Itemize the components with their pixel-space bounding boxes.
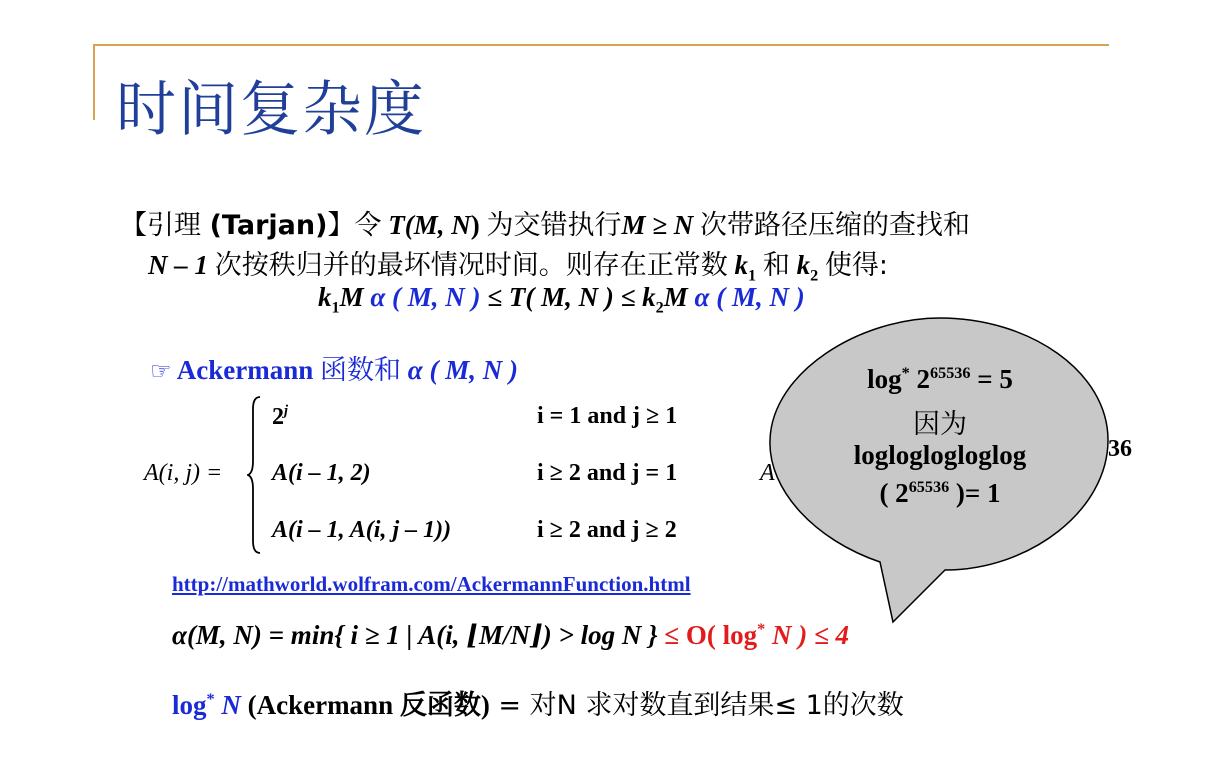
lemma-text1: 为交错执行 <box>486 210 622 241</box>
lemma-prefix: 【引理 <box>120 210 210 241</box>
lemma-MgeN: M ≥ N <box>621 210 694 240</box>
lemma-T: T( <box>388 210 414 240</box>
pointing-hand-icon: ☞ <box>150 359 172 385</box>
ackermann-reference-link[interactable]: http://mathworld.wolfram.com/AckermannFunction.html <box>172 572 691 596</box>
callout-eq: = 5 <box>970 364 1013 394</box>
callout-line-2: 因为 <box>913 409 967 440</box>
case-2-cond: i ≥ 2 and j = 1 <box>537 460 678 486</box>
callout-line-3: logloglogloglog <box>853 440 1027 470</box>
case-1-cond: i = 1 and j ≥ 1 <box>537 403 678 429</box>
bound-alpha-1: α ( M, N ) <box>370 282 481 312</box>
lemma-name: (Tarjan) <box>209 210 328 241</box>
logstar-paren: (Ackermann 反函数) <box>247 690 490 720</box>
alpha-def-body: (M, N) = min{ i ≥ 1 | A(i, ⌊M/N⌋) > log N } <box>186 620 658 650</box>
lemma-k1-sub: 1 <box>748 266 757 285</box>
lemma-and: 和 <box>762 250 790 281</box>
lemma-k2: k <box>796 250 811 280</box>
callout-paren-close: )= 1 <box>949 478 1001 508</box>
logstar-rest: = 对N 求对数直到结果≤ 1的次数 <box>489 690 904 721</box>
lemma-suffix: 】令 <box>327 210 382 241</box>
hidden-text-left: A <box>760 460 775 486</box>
alpha-ub-part: ≤ O( log <box>664 620 758 650</box>
bound-k2: k <box>642 282 656 312</box>
logstar-definition <box>172 683 904 722</box>
callout-exp-2: 65536 <box>908 478 950 496</box>
callout-line-4 <box>790 478 1090 509</box>
bound-M2: M <box>663 282 688 312</box>
lemma-N-minus-1: N – 1 <box>148 250 208 280</box>
case-3-expr: A(i – 1, A(i, j – 1)) <box>272 517 452 543</box>
ackermann-label: Ackermann <box>176 355 314 385</box>
lemma-text4: 使得: <box>824 250 889 281</box>
lemma-k2-sub: 2 <box>810 266 819 285</box>
alpha-definition <box>172 620 849 651</box>
case-3-cond: i ≥ 2 and j ≥ 2 <box>537 517 677 543</box>
callout-two: 2 <box>909 364 930 394</box>
logstar-star: * <box>206 690 215 708</box>
callout-exp: 65536 <box>930 364 971 382</box>
slide-title: 时间复杂度 <box>116 75 426 145</box>
lemma-text2: 次带路径压缩的查找和 <box>700 210 971 241</box>
ackermann-alpha: α ( M, N ) <box>407 355 518 385</box>
lemma-MN: M, N <box>413 210 471 240</box>
callout-log: log <box>867 364 902 394</box>
bound-M: M <box>339 282 364 312</box>
callout-line-1 <box>790 364 1090 395</box>
alpha-symbol: α <box>172 620 187 650</box>
case-1-base: 2 <box>272 404 284 430</box>
logstar-N: N <box>221 690 241 720</box>
piecewise-lhs: A(i, j) = <box>144 460 223 486</box>
bound-k2-sub: 2 <box>655 298 664 317</box>
lemma-close: ) <box>470 210 480 240</box>
ackermann-text: 函数和 <box>320 355 402 386</box>
bound-k1: k <box>318 282 332 312</box>
alpha-ub-star: * <box>757 620 766 638</box>
case-1-sup: j <box>284 403 288 419</box>
logstar-log: log <box>172 690 207 720</box>
alpha-ub-rest: N ) ≤ 4 <box>772 620 850 650</box>
case-2-expr: A(i – 1, 2) <box>272 460 371 486</box>
callout-star: * <box>901 364 910 382</box>
lemma-text3: 次按秩归并的最坏情况时间。则存在正常数 <box>214 250 728 281</box>
bound-middle: ≤ T( M, N ) ≤ <box>487 282 636 312</box>
alpha-upper-bound <box>664 620 849 650</box>
bound-alpha-2: α ( M, N ) <box>694 282 805 312</box>
bound-k1-sub: 1 <box>331 298 340 317</box>
lemma-k1: k <box>734 250 748 280</box>
hidden-text-right: 36 <box>1108 436 1132 462</box>
callout-paren-open: ( 2 <box>879 478 909 508</box>
